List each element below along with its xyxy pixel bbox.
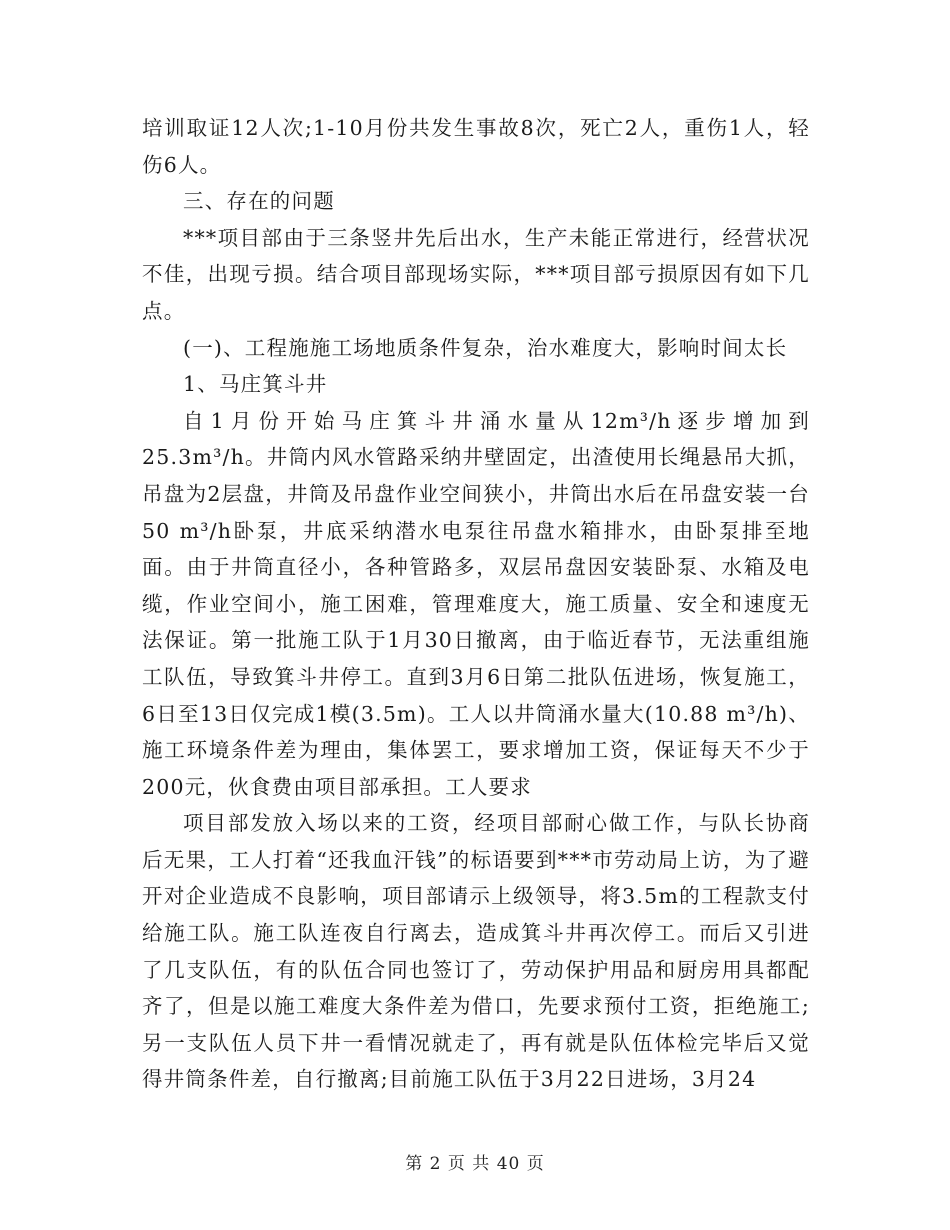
document-body bbox=[142, 110, 810, 1098]
paragraph-water-inflow: 自1月份开始马庄箕斗井涌水量从12m³/h逐步增加到25.3m³/h。井筒内风水管路采纳井壁固定，出渣使用长绳悬吊大抓，吊盘为2层盘，井筒及吊盘作业空间狭小，井筒出水后在吊盘安装一台50 m³/h卧泵，井底采纳潜水电泵往吊盘水箱排水，由卧泵排至地面。由于井筒直径小，各种管路多，双层吊盘因安装卧泵、水箱及电缆，作业空间小，施工困难，管理难度大，施工质量、安全和速度无法保证。第一批施工队于1月30日撤离，由于临近春节，无法重组施工队伍，导致箕斗井停工。直到3月6日第二批队伍进场，恢复施工，6日至13日仅完成1模(3.5m)。工人以井筒涌水量大(10.88 m³/h)、施工环境条件差为理由，集体罢工，要求增加工资，保证每天不少于200元，伙食费由项目部承担。工人要求 bbox=[142, 408, 810, 799]
section-heading-problems: 三、存在的问题 bbox=[183, 189, 335, 214]
paragraph-continuation: 培训取证12人次;1-10月份共发生事故8次，死亡2人，重伤1人，轻伤6人。 bbox=[142, 116, 810, 177]
paragraph-wage-dispute: 项目部发放入场以来的工资，经项目部耐心做工作，与队长协商后无果，工人打着“还我血汗钱”的标语要到***市劳动局上访，为了避开对企业造成不良影响，项目部请示上级领导，将3.5m的工程款支付给施工队。施工队连夜自行离去，造成箕斗井再次停工。而后又引进了几支队伍，有的队伍合同也签订了，劳动保护用品和厨房用具都配齐了，但是以施工难度大条件差为借口，先要求预付工资，拒绝施工;另一支队伍人员下井一看情况就走了，再有就是队伍体检完毕后又觉得井筒条件差，自行撤离;目前施工队伍于3月22日进场，3月24 bbox=[142, 811, 810, 1092]
page-number-footer: 第 2 页 共 40 页 bbox=[405, 1154, 545, 1174]
paragraph-loss-overview: ***项目部由于三条竖井先后出水，生产未能正常进行，经营状况不佳，出现亏损。结合项目部现场实际，***项目部亏损原因有如下几点。 bbox=[142, 225, 810, 323]
item-heading-mazhuang-skip-shaft: 1、马庄箕斗井 bbox=[183, 372, 328, 397]
subsection-heading-geology: (一)、工程施施工场地质条件复杂，治水难度大，影响时间太长 bbox=[183, 335, 788, 360]
